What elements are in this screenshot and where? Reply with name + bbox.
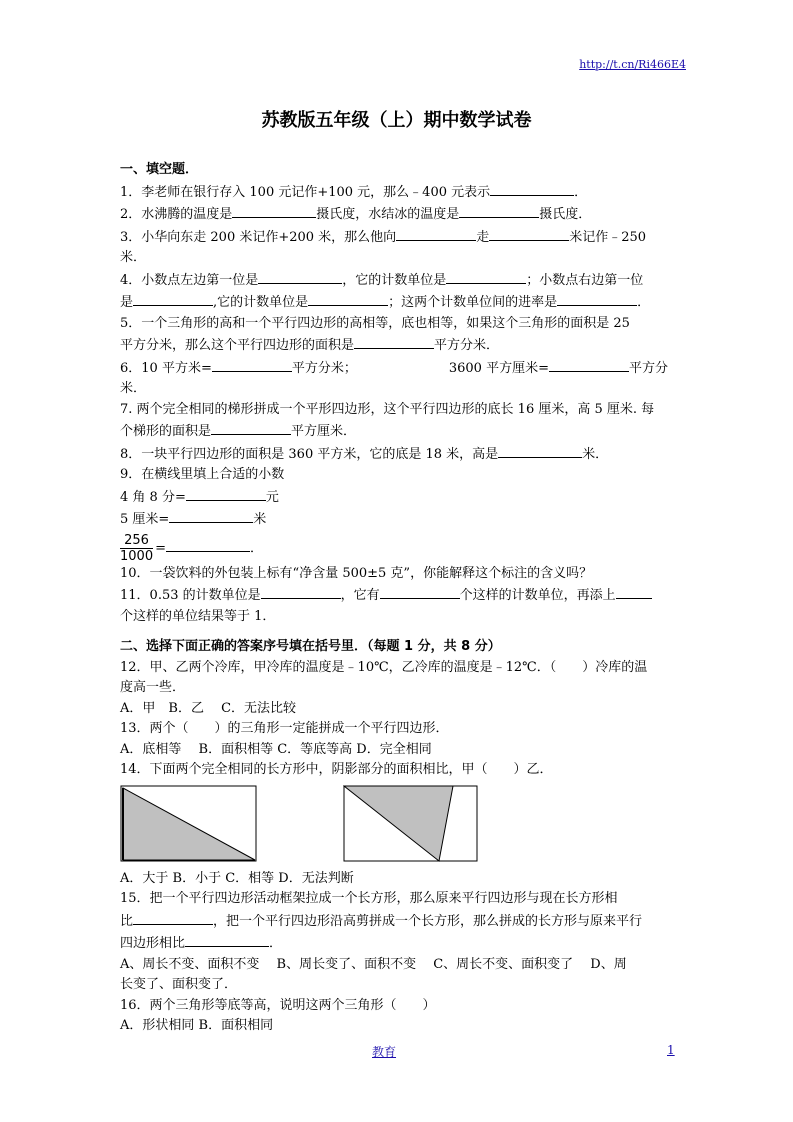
answer-blank[interactable] bbox=[166, 537, 250, 552]
rectangle-jia bbox=[120, 785, 258, 863]
page-title: 苏教版五年级（上）期中数学试卷 bbox=[261, 110, 532, 131]
rectangle-yi bbox=[343, 785, 479, 863]
question-15: 15．把一个平行四边形活动框架拉成一个长方形，那么原来平行四边形与现在长方形相 比 ，把一个平行四边形沿高剪拼成一个长方形，那么拼成的长方形与原来平行 四边形相比 ． A、周长不变、面积不变 B、周长变了、面积不变 C、周长不变、面积变了 D、周 长变了、面积变了． bbox=[120, 889, 674, 996]
question-14: 14．下面两个完全相同的长方形中，阴影部分的面积相比，甲（ ）乙． A．大于 B．小于 C．相等 D．无法判断 bbox=[120, 760, 674, 889]
rectangles-figure bbox=[120, 785, 674, 865]
footer-link[interactable]: 教育 bbox=[372, 1045, 397, 1059]
answer-blank[interactable] bbox=[212, 357, 292, 372]
fraction: $\frac{256}{1000}$ bbox=[120, 532, 154, 564]
question-11: 11．0.53 的计数单位是 ，它有 个这样的计数单位，再添上 个这样的单位结果等于 1． bbox=[120, 584, 674, 627]
question-12: 12．甲、乙两个冷库，甲冷库的温度是﹣10℃，乙冷库的温度是﹣12℃．（ ）冷库的温 度高一些． A．甲 B．乙 C．无法比较 bbox=[120, 658, 674, 720]
answer-blank[interactable] bbox=[489, 226, 569, 241]
answer-blank[interactable] bbox=[211, 420, 291, 435]
question-10: 10．一袋饮料的外包装上标有“净含量 500±5 克”，你能解释这个标注的含义吗？ bbox=[120, 565, 593, 581]
answer-blank[interactable] bbox=[446, 269, 526, 284]
page-number: 1 bbox=[667, 1043, 675, 1057]
question-9: 9．在横线里填上合适的小数 4 角 8 分= 元 5 厘米= 米 $\frac{256}{1000}$ = ． bbox=[120, 467, 285, 564]
answer-blank[interactable] bbox=[498, 443, 582, 458]
question-16: 16．两个三角形等底等高，说明这两个三角形（ ） A．形状相同 B．面积相同 bbox=[120, 996, 674, 1037]
answer-blank[interactable] bbox=[133, 291, 213, 306]
question-16-options: A．形状相同 B．面积相同 bbox=[120, 1018, 274, 1033]
question-3: 3．小华向东走 200 米记作+200 米，那么他向 走 米记作﹣250 米． bbox=[120, 226, 674, 269]
section-2-heading: 二、选择下面正确的答案序号填在括号里．（每题 1 分，共 8 分） bbox=[120, 639, 501, 654]
answer-blank[interactable] bbox=[354, 334, 434, 349]
answer-blank[interactable] bbox=[549, 357, 629, 372]
answer-blank[interactable] bbox=[258, 269, 342, 284]
exam-body bbox=[120, 160, 674, 1037]
question-1: 1．李老师在银行存入 100 元记作+100 元，那么﹣400 元表示 ． bbox=[120, 181, 674, 204]
question-7: 7. 两个完全相同的梯形拼成一个平形四边形，这个平行四边形的底长 16 厘米，高 5 厘米. 每 个梯形的面积是 平方厘米． bbox=[120, 401, 655, 439]
answer-blank[interactable] bbox=[232, 203, 316, 218]
question-5: 5．一个三角形的高和一个平行四边形的高相等，底也相等，如果这个三角形的面积是 25 平方分米，那么这个平行四边形的面积是 平方分米． bbox=[120, 315, 630, 353]
answer-blank[interactable] bbox=[616, 584, 652, 599]
question-6: 6．10 平方米= 平方分米； 3600 平方厘米= 平方分 米． bbox=[120, 357, 674, 400]
question-4: 4．小数点左边第一位是 ，它的计数单位是 ；小数点右边第一位 是 ,它的计数单位是 ；这两个计数单位间的进率是 ． bbox=[120, 269, 674, 314]
answer-blank[interactable] bbox=[396, 226, 476, 241]
question-14-options: A．大于 B．小于 C．相等 D．无法判断 bbox=[120, 870, 354, 886]
answer-blank[interactable] bbox=[133, 910, 213, 925]
answer-blank[interactable] bbox=[169, 508, 253, 523]
answer-blank[interactable] bbox=[459, 203, 539, 218]
answer-blank[interactable] bbox=[490, 181, 574, 196]
answer-blank[interactable] bbox=[261, 584, 341, 599]
question-12-options: A．甲 B．乙 C．无法比较 bbox=[120, 700, 297, 716]
answer-blank[interactable] bbox=[186, 486, 266, 501]
answer-blank[interactable] bbox=[308, 291, 388, 306]
question-8: 8．一块平行四边形的面积是 360 平方米，它的底是 18 米，高是 米． bbox=[120, 443, 674, 466]
answer-blank[interactable] bbox=[557, 291, 637, 306]
question-15-options: A、周长不变、面积不变 B、周长变了、面积不变 C、周长不变、面积变了 D、周 长变了、面积变了． bbox=[120, 956, 627, 992]
section-1-heading: 一、填空题． bbox=[120, 162, 199, 177]
header-url[interactable]: http://t.cn/Ri466E4 bbox=[579, 58, 686, 71]
question-2: 2．水沸腾的温度是 摄氏度，水结冰的温度是 摄氏度． bbox=[120, 203, 674, 226]
question-13: 13．两个（ ）的三角形一定能拼成一个平行四边形． A．底相等 B．面积相等 C．等底等高 D．完全相同 bbox=[120, 719, 674, 760]
question-13-options: A．底相等 B．面积相等 C．等底等高 D．完全相同 bbox=[120, 741, 432, 757]
answer-blank[interactable] bbox=[380, 584, 460, 599]
answer-blank[interactable] bbox=[185, 932, 269, 947]
